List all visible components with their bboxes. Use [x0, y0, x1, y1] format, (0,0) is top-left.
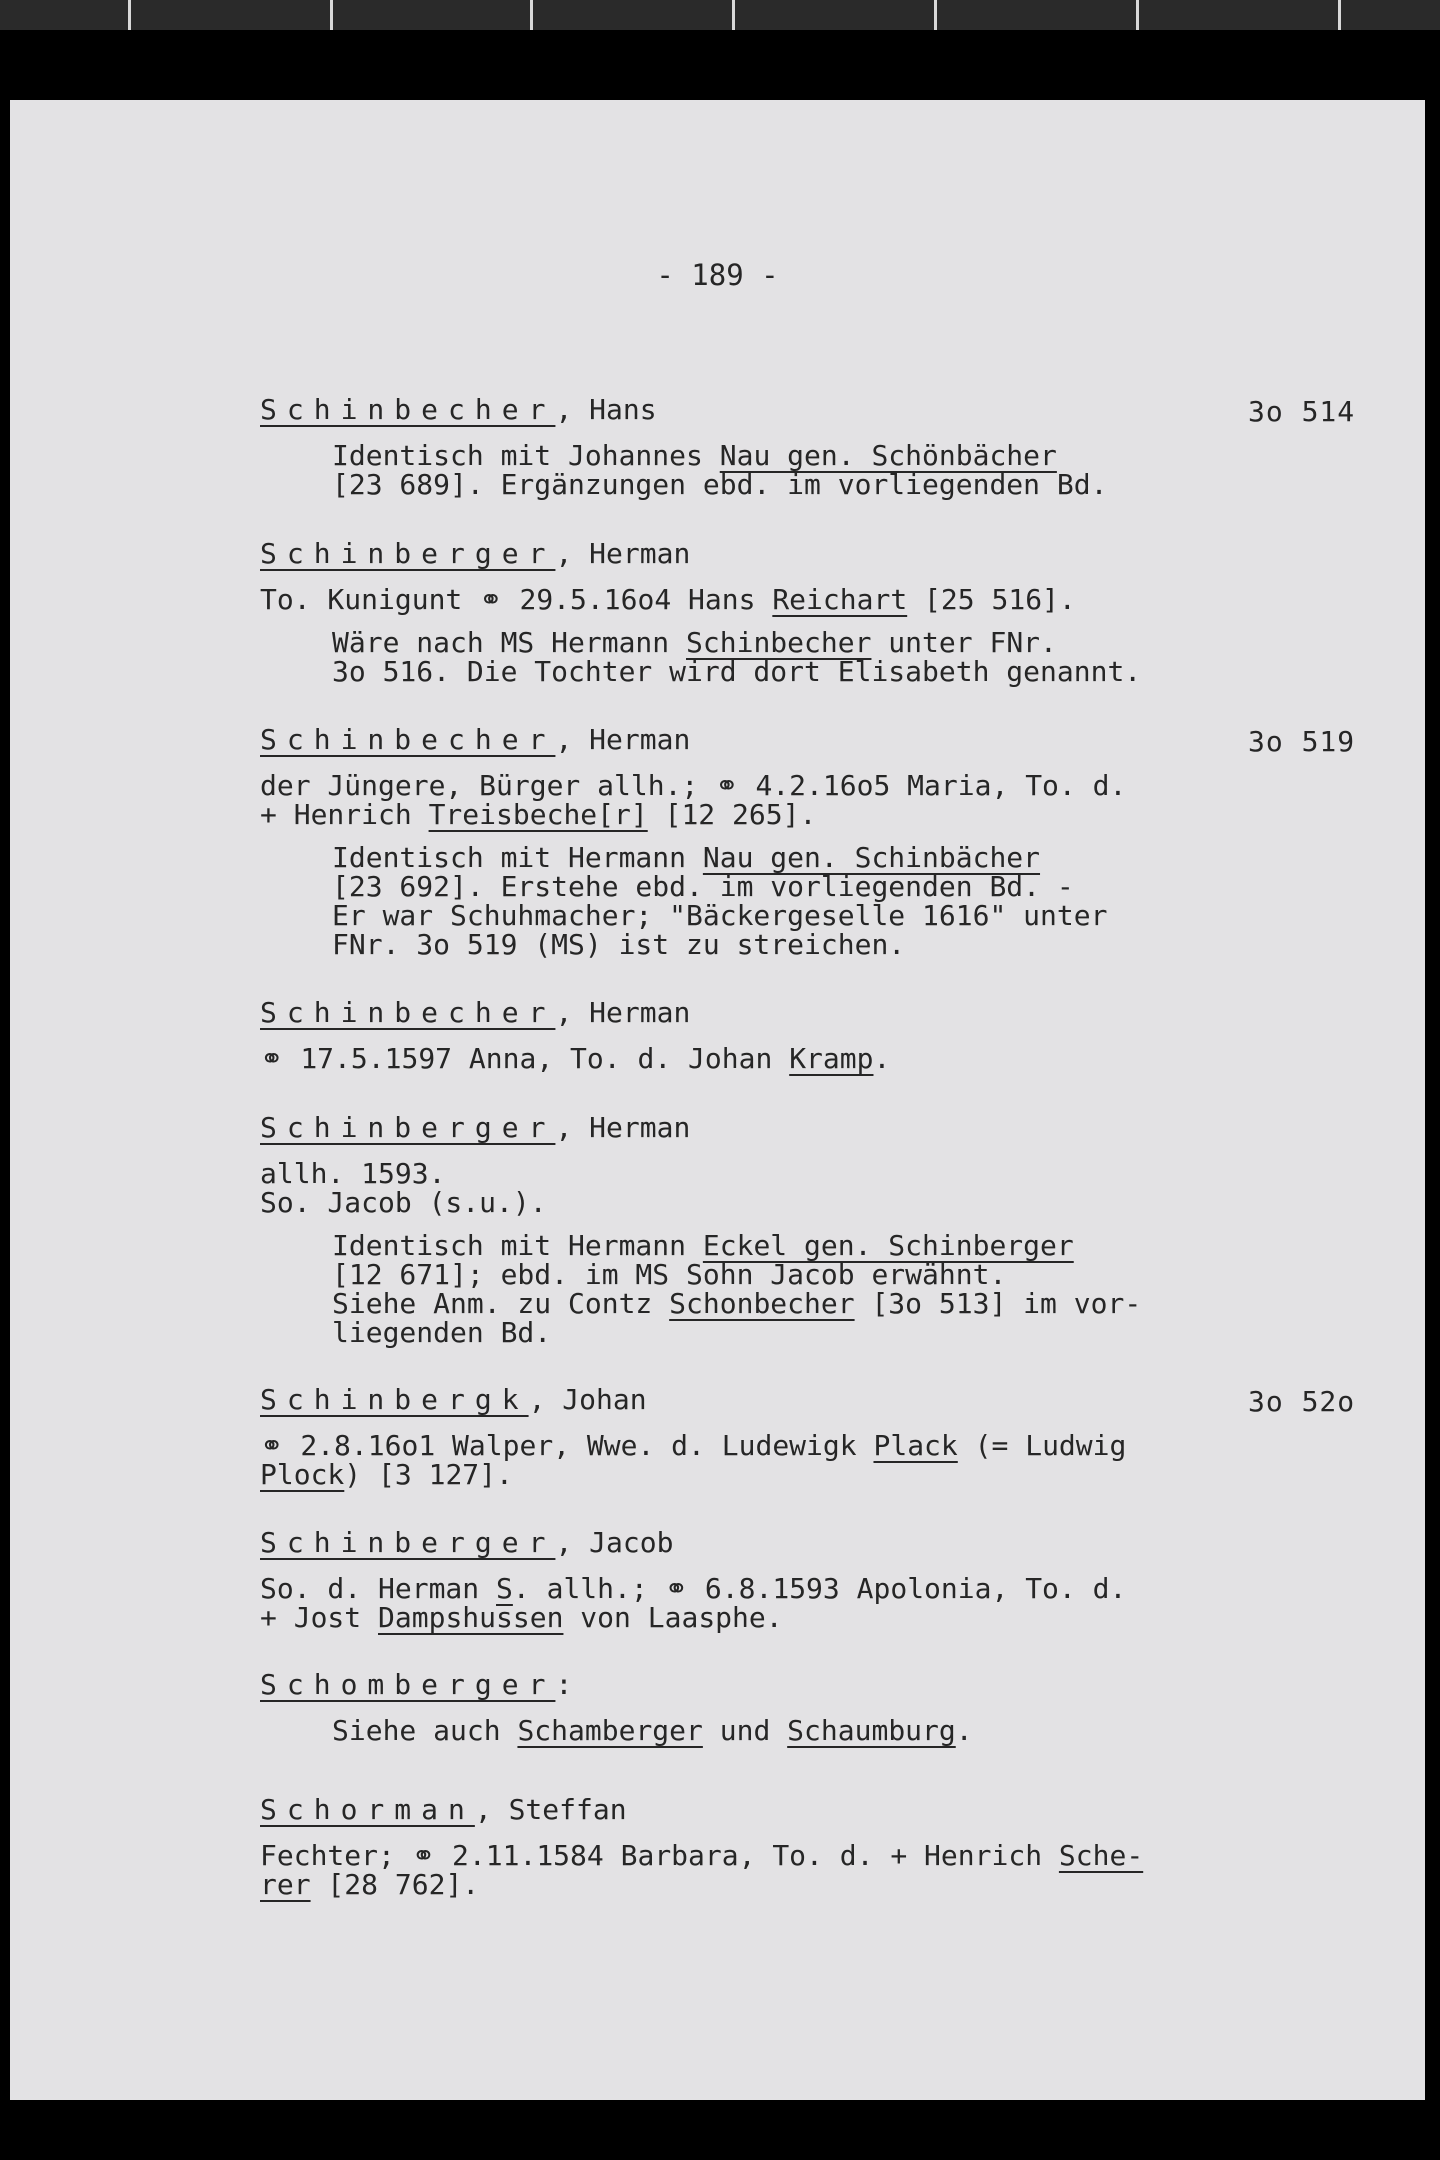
text-segment: [12 671]; ebd. im MS Sohn Jacob erwähnt. — [332, 1258, 1007, 1291]
cross-reference-name: Eckel gen. Schinberger — [702, 1229, 1074, 1262]
register-entry — [260, 723, 1200, 959]
entry-heading: Schinbecher, Herman — [260, 996, 691, 1029]
cross-reference-name: Kramp — [789, 1042, 874, 1075]
entry-heading: Schinberger, Herman — [260, 537, 691, 570]
cross-reference-name: rer — [260, 1868, 311, 1901]
entry-heading: Schorman, Steffan — [260, 1793, 627, 1826]
text-segment: So. d. Herman — [260, 1572, 497, 1605]
annotation-line — [260, 1716, 1200, 1745]
cross-reference-name: Schamberger — [517, 1714, 703, 1747]
text-segment: [23 692]. Erstehe ebd. im vorliegenden Bd. - — [332, 870, 1074, 903]
register-entry — [260, 1793, 1200, 1899]
entry-surname: Schinbecher — [260, 393, 556, 426]
entry-heading: Schinbecher, Herman — [260, 723, 691, 756]
register-entry — [260, 1526, 1200, 1632]
entry-surname: Schorman — [260, 1793, 475, 1826]
cross-reference-name: Dampshussen — [378, 1601, 564, 1634]
annotation-line — [260, 843, 1200, 872]
entry-surname: Schinberger — [260, 1526, 556, 1559]
text-segment: ⚭ 2.8.16o1 Walper, Wwe. d. Ludewigk — [260, 1429, 874, 1462]
scan-tick-mark — [128, 0, 131, 30]
text-segment: [25 516]. — [907, 583, 1076, 616]
entry-heading: Schinbecher, Hans — [260, 393, 657, 426]
text-segment: Siehe auch — [332, 1714, 518, 1747]
text-segment: Identisch mit Johannes — [332, 439, 720, 472]
entry-heading: Schinberger, Jacob — [260, 1526, 674, 1559]
scan-tick-mark — [934, 0, 937, 30]
entry-text-line — [260, 585, 1200, 614]
entry-text-line — [260, 771, 1200, 800]
text-segment: Siehe Anm. zu Contz — [332, 1287, 670, 1320]
annotation-line — [260, 1260, 1200, 1289]
text-segment: [23 689]. Ergänzungen ebd. im vorliegenden Bd. — [332, 468, 1108, 501]
entry-text-line — [260, 1870, 1200, 1899]
annotation-line — [260, 901, 1200, 930]
text-segment: + Henrich — [260, 798, 429, 831]
text-segment: ⚭ 17.5.1597 Anna, To. d. Johan — [260, 1042, 790, 1075]
scan-top-strip — [0, 0, 1440, 30]
entry-heading: Schinbergk, Johan — [260, 1383, 647, 1416]
scan-tick-mark — [1338, 0, 1341, 30]
text-segment: . allh.; ⚭ 6.8.1593 Apolonia, To. d. — [512, 1572, 1127, 1605]
annotation-line — [260, 930, 1200, 959]
entry-given-name: Johan — [562, 1383, 647, 1416]
text-segment: Identisch mit Hermann — [332, 841, 703, 874]
annotation-line — [260, 441, 1200, 470]
scan-tick-mark — [330, 0, 333, 30]
text-segment: liegenden Bd. — [332, 1316, 552, 1349]
text-segment: To. Kunigunt ⚭ 29.5.16o4 Hans — [260, 583, 773, 616]
cross-reference-name: Nau gen. Schinbächer — [702, 841, 1041, 874]
cross-reference-name: Schaumburg — [787, 1714, 956, 1747]
entry-given-name: Hans — [589, 393, 657, 426]
text-segment: allh. 1593. — [260, 1157, 446, 1190]
cross-reference-name: Nau gen. Schönbächer — [719, 439, 1057, 472]
annotation-line — [260, 470, 1200, 499]
register-entry — [260, 996, 1200, 1073]
entry-surname: Schomberger — [260, 1668, 556, 1701]
text-segment: [28 762]. — [310, 1868, 480, 1901]
register-entry — [260, 1111, 1200, 1347]
text-segment: + Jost — [260, 1601, 379, 1634]
entry-text-line — [260, 1841, 1200, 1870]
cross-reference-name: Plack — [873, 1429, 958, 1462]
text-segment: FNr. 3o 519 (MS) ist zu streichen. — [332, 928, 906, 961]
entry-given-name: Herman — [589, 537, 691, 570]
entry-surname: Schinberger — [260, 1111, 556, 1144]
entry-text-line — [260, 1603, 1200, 1632]
cross-reference-name: S — [496, 1572, 513, 1605]
entry-text-line — [260, 1460, 1200, 1489]
text-segment: 3o 516. Die Tochter wird dort Elisabeth genannt. — [332, 655, 1142, 688]
document-page — [10, 100, 1425, 2100]
entry-surname: Schinberger — [260, 537, 556, 570]
text-segment: von Laasphe. — [563, 1601, 783, 1634]
entry-text-line — [260, 1431, 1200, 1460]
register-entry — [260, 1383, 1200, 1489]
page-number: - 189 - — [656, 258, 779, 292]
entry-given-name: Jacob — [589, 1526, 674, 1559]
text-segment: Wäre nach MS Hermann — [332, 626, 687, 659]
cross-reference-name: Schinbecher — [686, 626, 872, 659]
text-segment: . — [955, 1714, 973, 1747]
entry-given-name: Herman — [589, 1111, 691, 1144]
text-segment: . — [873, 1042, 891, 1075]
family-number: 3o 519 — [1248, 725, 1356, 758]
text-segment: unter FNr. — [871, 626, 1057, 659]
text-segment: So. Jacob (s.u.). — [260, 1186, 547, 1219]
text-segment: Fechter; ⚭ 2.11.1584 Barbara, To. d. + Henrich — [260, 1839, 1059, 1872]
entry-text-line — [260, 1159, 1200, 1188]
text-segment: [3o 513] im vor- — [854, 1287, 1142, 1320]
entry-surname: Schinbecher — [260, 723, 556, 756]
register-entry — [260, 393, 1200, 499]
entry-text-line — [260, 1044, 1200, 1073]
cross-reference-name: Treisbeche[r] — [428, 798, 648, 831]
annotation-line — [260, 657, 1200, 686]
annotation-line — [260, 872, 1200, 901]
family-number: 3o 52o — [1248, 1385, 1356, 1418]
text-segment: Er war Schuhmacher; "Bäckergeselle 1616" unter — [332, 899, 1108, 932]
entry-surname: Schinbecher — [260, 996, 556, 1029]
text-segment: [12 265]. — [647, 798, 817, 831]
annotation-line — [260, 628, 1200, 657]
scan-tick-mark — [732, 0, 735, 30]
entry-text-line — [260, 1574, 1200, 1603]
annotation-line — [260, 1289, 1200, 1318]
cross-reference-name: Sche- — [1058, 1839, 1144, 1872]
register-entry — [260, 537, 1200, 686]
scan-tick-mark — [1136, 0, 1139, 30]
cross-reference-name: Plock — [260, 1458, 345, 1491]
text-segment: ) [3 127]. — [344, 1458, 513, 1491]
annotation-line — [260, 1231, 1200, 1260]
entry-given-name: Herman — [589, 996, 691, 1029]
text-segment: (= Ludwig — [957, 1429, 1127, 1462]
entry-heading — [260, 1668, 1200, 1702]
entry-heading: Schinberger, Herman — [260, 1111, 691, 1144]
entry-separator: : — [555, 1668, 573, 1701]
scan-tick-mark — [530, 0, 533, 30]
entry-given-name: Steffan — [508, 1793, 627, 1826]
annotation-line — [260, 1318, 1200, 1347]
register-entry — [260, 1668, 1200, 1745]
entry-surname: Schinbergk — [260, 1383, 529, 1416]
entry-text-line — [260, 800, 1200, 829]
family-number: 3o 514 — [1248, 395, 1356, 428]
entry-text-line — [260, 1188, 1200, 1217]
text-segment: der Jüngere, Bürger allh.; ⚭ 4.2.16o5 Maria, To. d. — [260, 769, 1127, 802]
text-segment: Identisch mit Hermann — [332, 1229, 703, 1262]
entry-given-name: Herman — [589, 723, 691, 756]
cross-reference-name: Reichart — [772, 583, 908, 616]
cross-reference-name: Schonbecher — [669, 1287, 855, 1320]
text-segment: und — [702, 1714, 788, 1747]
